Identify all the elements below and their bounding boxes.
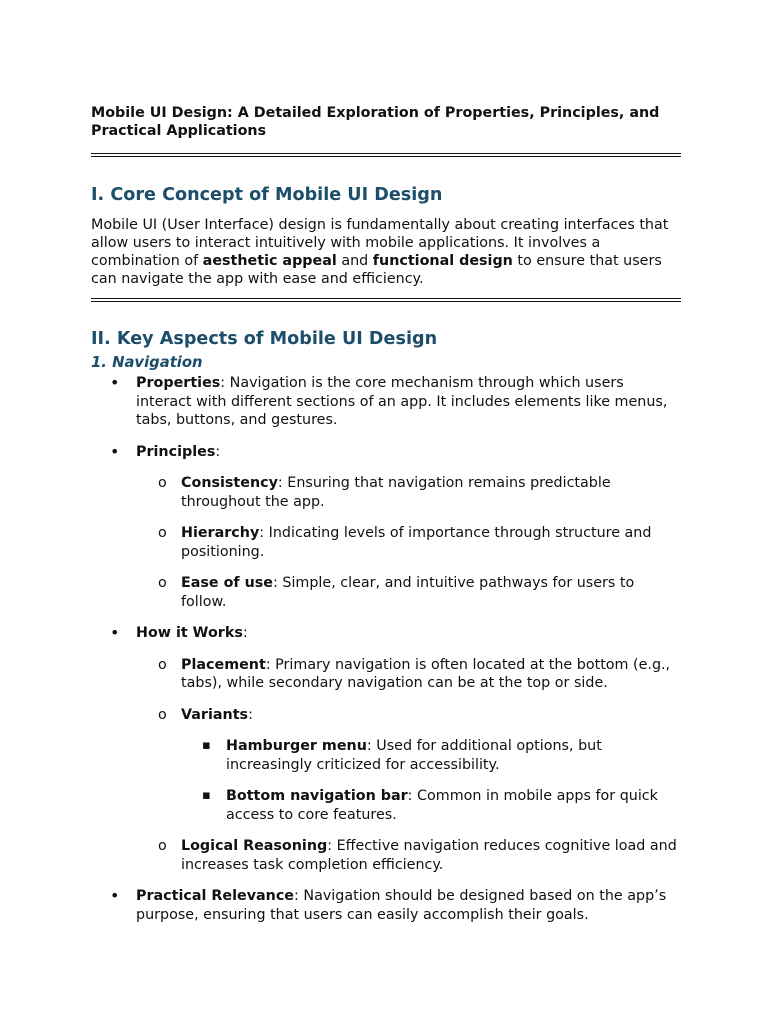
para-text-and: and — [336, 253, 373, 269]
list-item-bottom-navigation-bar — [91, 787, 681, 824]
item-text: : Primary navigation is often located at the bottom (e.g., tabs), while secondary navigation can be at the top or side. — [181, 656, 671, 691]
para-text-end: to ensure that users can navigate the app with ease and efficiency. — [91, 253, 662, 287]
circle-bullet-icon: o — [158, 475, 167, 491]
item-label: Hierarchy — [181, 525, 260, 541]
item-label: Variants — [181, 706, 249, 723]
item-colon: : — [215, 443, 221, 460]
item-text: : Indicating levels of importance through structure and positioning. — [181, 525, 652, 560]
item-text: : Used for additional options, but increasingly criticized for accessibility. — [226, 738, 602, 773]
item-label: Consistency — [181, 475, 278, 491]
section-heading-core-concept: I. Core Concept of Mobile UI Design — [91, 185, 443, 205]
bold-aesthetic-appeal: aesthetic appeal — [202, 253, 337, 269]
item-label: Properties — [136, 375, 221, 391]
square-bullet-icon: ▪ — [202, 788, 211, 803]
list-item-variants — [91, 706, 681, 725]
item-colon: : — [248, 706, 253, 723]
list-item-logical-reasoning — [91, 837, 681, 874]
circle-bullet-icon: o — [158, 525, 167, 541]
section-heading-key-aspects: II. Key Aspects of Mobile UI Design — [91, 329, 438, 349]
list-item-principles — [91, 443, 681, 462]
item-label: Practical Relevance — [136, 888, 295, 904]
list-item-how-it-works — [91, 624, 681, 643]
circle-bullet-icon: o — [158, 575, 167, 591]
item-label: Bottom navigation bar — [226, 788, 408, 804]
list-item-hamburger-menu — [91, 737, 681, 774]
item-label: Placement — [181, 656, 266, 673]
document-title: Mobile UI Design: A Detailed Exploration of Properties, Principles, and Practical Applications — [91, 105, 660, 139]
bullet-icon: • — [110, 623, 120, 642]
list-item-ease-of-use — [91, 574, 681, 611]
circle-bullet-icon: o — [158, 656, 167, 673]
subheading-navigation: 1. Navigation — [91, 354, 203, 371]
circle-bullet-icon: o — [158, 838, 167, 854]
list-item-consistency — [91, 474, 681, 511]
item-text: : Navigation should be designed based on the app’s purpose, ensuring that users can easily accomplish their goals. — [136, 888, 667, 923]
list-item-practical-relevance — [91, 887, 681, 924]
item-label: Ease of use — [181, 575, 274, 591]
item-label: Logical Reasoning — [181, 838, 328, 854]
list-item-hierarchy — [91, 524, 681, 561]
bullet-icon: • — [110, 441, 120, 461]
item-text: : Common in mobile apps for quick access to core features. — [226, 788, 658, 823]
item-colon: : — [242, 625, 248, 641]
item-label: How it Works — [136, 625, 243, 641]
item-label: Principles — [136, 443, 216, 460]
item-text: : Ensuring that navigation remains predictable throughout the app. — [181, 475, 611, 510]
bold-functional-design: functional design — [372, 253, 513, 269]
double-rule-divider — [91, 298, 681, 302]
square-bullet-icon: ▪ — [202, 738, 211, 753]
double-rule-divider — [91, 153, 681, 157]
circle-bullet-icon: o — [158, 706, 167, 723]
bullet-icon: • — [110, 373, 120, 392]
bullet-icon: • — [110, 886, 120, 905]
list-item-placement — [91, 656, 681, 693]
para-text-start: Mobile UI (User Interface) design is fundamentally about creating interfaces that allow users to interact intuitively with mobile applications. It involves a combination of — [91, 217, 669, 269]
core-concept-paragraph — [91, 216, 681, 288]
item-text: : Effective navigation reduces cognitive load and increases task completion efficiency. — [181, 838, 677, 873]
list-item-properties — [91, 374, 681, 430]
item-text: : Navigation is the core mechanism through which users interact with different sections of an app. It includes elements like menus, tabs, buttons, and gestures. — [136, 375, 668, 428]
document-content — [91, 104, 681, 924]
item-text: : Simple, clear, and intuitive pathways for users to follow. — [181, 575, 635, 610]
item-label: Hamburger menu — [226, 738, 367, 754]
